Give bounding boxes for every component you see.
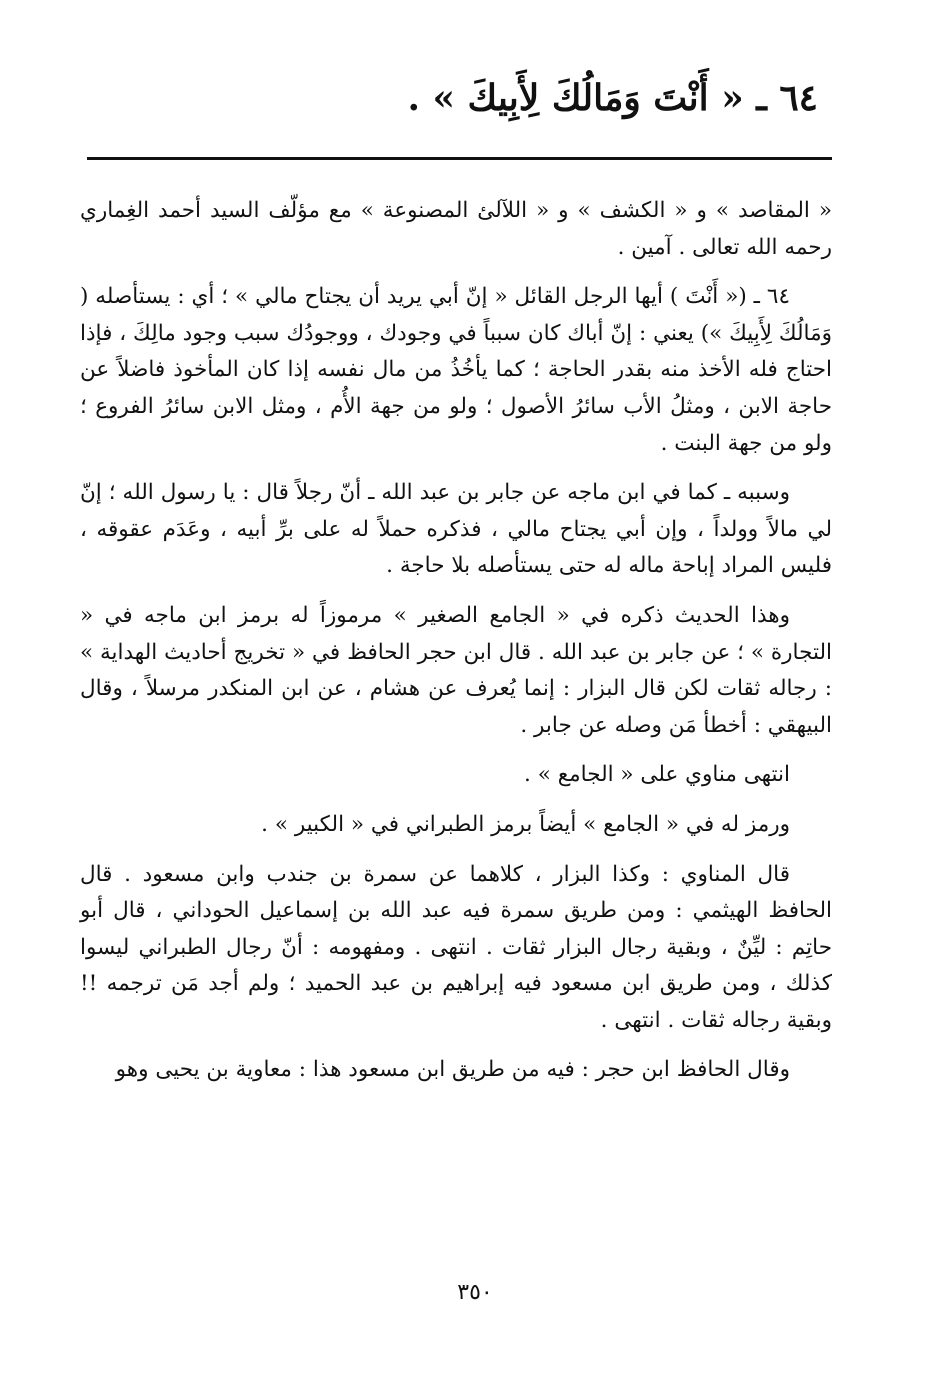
paragraph-reason: وسببه ـ كما في ابن ماجه عن جابر بن عبد الله ـ أنّ رجلاً قال : يا رسول الله ؛ إنّ لي مالاً وولداً ، وإن أبي يجتاح مالي ، فذكره حملاً له على برِّ أبيه ، وعَدَم عقوقه ، فليس المراد إباحة ماله له حتى يستأصله بلا حاجة .	[80, 480, 832, 579]
paragraph-hadith-explanation: ٦٤ ـ (« أَنْتَ ) أيها الرجل القائل « إنّ أبي يريد أن يجتاح مالي » ؛ أي : يستأصله ( وَمَالُكَ لِأَبِيكَ ») يعني : إنّ أباك كان سبباً في وجودك ، ووجودُك سبب وجود مالِكَ ، فإذا احتاج فله الأخذ منه بقدر الحاجة ؛ كما يأخُذُ من مال نفسه إذا كان المأخوذ فاضلاً عن حاجة الابن ، ومثلُ الأب سائرُ الأصول ؛ ولو من جهة الأُم ، ومثل الابن سائرُ الفروع ؛ ولو من جهة البنت .	[80, 284, 832, 456]
paragraph-takhrij: وهذا الحديث ذكره في « الجامع الصغير » مرموزاً له برمز ابن ماجه في « التجارة » ؛ عن جابر بن عبد الله . قال ابن حجر الحافظ في « تخريج أحاديث الهداية » : رجاله ثقات لكن قال البزار : إنما يُعرف عن هشام ، عن ابن المنكدر مرسلاً ، وقال البيهقي : أخطأ مَن وصله عن جابر .	[80, 602, 832, 738]
page-body	[80, 193, 832, 1089]
paragraph-ibn-hajar: وقال الحافظ ابن حجر : فيه من طريق ابن مسعود هذا : معاوية بن يحيى وهو	[115, 1057, 790, 1083]
paragraph-munawi-haythami: قال المناوي : وكذا البزار ، كلاهما عن سمرة بن جندب وابن مسعود . قال الحافظ الهيثمي : ومن طريق سمرة فيه عبد الله بن إسماعيل الحوداني ، قال أبو حاتِم : ليِّنٌ ، وبقية رجال البزار ثقات . انتهى . ومفهومه : أنّ رجال الطبراني ليسوا كذلك ، ومن طريق ابن مسعود فيه إبراهيم بن عبد الحميد ؛ ولم أجد مَن ترجمه !! وبقية رجاله ثقات . انتهى .	[80, 861, 832, 1033]
paragraph-tabarani-code: ورمز له في « الجامع » أيضاً برمز الطبراني في « الكبير » .	[261, 811, 790, 837]
page-number: ٣٥٠	[457, 1280, 493, 1305]
paragraph-continuation: « المقاصد » و « الكشف » و « اللآلئ المصنوعة » مع مؤلّف السيد أحمد الغِماري رحمه الله تعالى . آمين .	[80, 198, 832, 260]
heading-divider	[87, 157, 832, 160]
hadith-heading: ٦٤ ـ « أَنْتَ وَمَالُكَ لِأَبِيكَ » .	[407, 77, 818, 119]
paragraph-munawi-end: انتهى مناوي على « الجامع » .	[524, 762, 790, 788]
